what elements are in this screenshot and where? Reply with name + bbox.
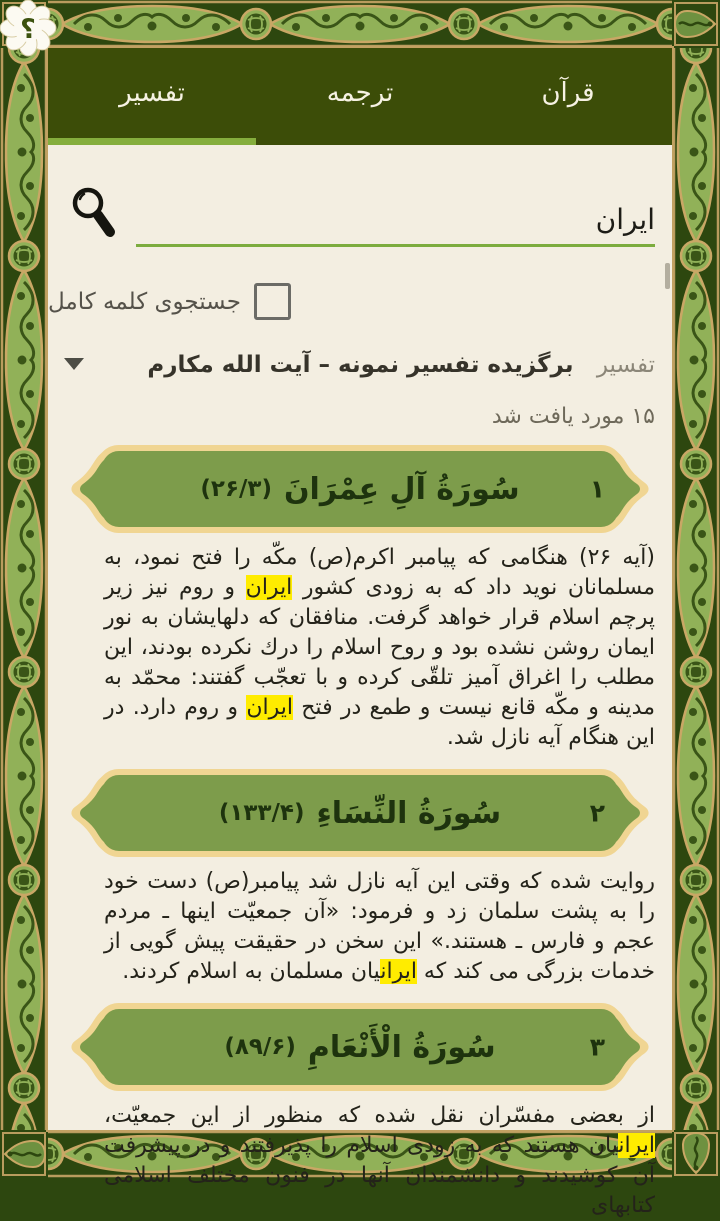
scrollbar-thumb[interactable] — [665, 263, 670, 289]
surah-title — [71, 443, 649, 535]
surah-title — [71, 1001, 649, 1093]
active-tab-indicator — [48, 138, 256, 145]
whole-word-label: جستجوی کلمه کامل — [48, 288, 241, 315]
tab-bar — [48, 48, 672, 145]
whole-word-checkbox[interactable] — [254, 283, 291, 320]
tab-quran[interactable]: قرآن — [541, 77, 595, 108]
surah-name: سُورَةُ النِّسَاءِ — [316, 795, 502, 831]
frame-ornament-right — [672, 48, 720, 1130]
frame-ornament-left — [0, 48, 48, 1130]
result-number: ۳ — [589, 1032, 605, 1062]
search-input[interactable]: ایران — [136, 178, 655, 247]
search-hit-highlight: ایران — [246, 695, 293, 720]
surah-ref: (۲۶/۳) — [200, 476, 272, 502]
results-count: ۱۵ مورد یافت شد — [491, 404, 655, 429]
results-list — [48, 443, 672, 1221]
surah-banner[interactable] — [71, 1001, 649, 1093]
frame-corner-top-right — [672, 0, 720, 48]
result-number: ۲ — [589, 798, 605, 828]
search-hit-highlight: ایران — [618, 1133, 655, 1158]
surah-ref: (۱۳۳/۴) — [218, 800, 305, 826]
surah-name: سُورَةُ الْأَنْعَامِ — [307, 1029, 496, 1065]
text-segment: و روم دارد. در این هنگام آیه نازل شد. — [104, 695, 655, 750]
tab-tarjomeh[interactable]: ترجمه — [326, 77, 394, 108]
search-icon[interactable] — [68, 185, 120, 241]
search-hit-highlight: ایران — [245, 575, 293, 600]
result-item — [48, 443, 672, 753]
help-question-icon: ؟ — [20, 14, 36, 45]
result-text — [48, 1101, 672, 1221]
content-panel — [48, 48, 672, 1218]
text-segment: روایت شده که وقتی این آیه نازل شد پیامبر(ص) دست خود را به پشت سلمان زد و فرمود: «آن جمعیّت اینها ـ مردم عجم و فارس ـ هستند.» این سخن در حقیقت پیش گویی از خدمات بزرگی می کند که — [104, 869, 655, 984]
text-segment: یان مسلمان به اسلام کردند. — [122, 959, 381, 984]
text-segment: و روم نیز زیر پرچم اسلام قرار خواهد گرفت. منافقان که دلهایشان به نور ایمان روشن نشده بود و روح اسلام را درك نکرده بودند، این مطلب را اغراق آمیز تلقّی کرده و با تعجّب گفتند: محمّد به مدینه و مکّه قانع نیست و طمع در فتح — [104, 575, 655, 720]
result-number: ۱ — [589, 474, 605, 504]
surah-banner[interactable] — [71, 443, 649, 535]
text-segment: (آیه ۲۶) هنگامی که پیامبر اکرم(ص) مکّه را فتح نمود، به مسلمانان نوید داد که به زودی کشور — [104, 545, 656, 600]
surah-title — [71, 767, 649, 859]
dropdown-arrow-icon[interactable] — [64, 358, 84, 370]
surah-ref: (۸۹/۶) — [224, 1034, 296, 1060]
text-segment: از بعضی مفسّران نقل شده که منظور از این جمعیّت، — [104, 1103, 655, 1128]
frame-corner-bottom-left — [0, 1130, 48, 1178]
tab-tafsir[interactable]: تفسیر — [119, 77, 185, 108]
tafsir-selector-dropdown[interactable] — [48, 348, 672, 382]
search-hit-highlight: ایران — [380, 959, 417, 984]
result-item — [48, 767, 672, 987]
text-segment: یان هستند که به زودی اسلام را پذیرفتند و در پیشرفت آن کوشیدند و دانشمندان آنها در فنون مختلف اسلامی کتابهای — [104, 1133, 655, 1218]
result-text — [48, 543, 672, 753]
search-row — [48, 185, 672, 247]
selector-prefix-label: تفسیر — [596, 352, 655, 378]
surah-banner[interactable] — [71, 767, 649, 859]
frame-ornament-top — [48, 0, 672, 48]
result-text — [48, 867, 672, 987]
whole-word-row — [48, 283, 291, 320]
result-item — [48, 1001, 672, 1221]
search-results-scroll-area[interactable] — [48, 185, 672, 1218]
frame-corner-bottom-right — [672, 1130, 720, 1178]
help-button[interactable] — [0, 0, 56, 56]
selector-selected-value: برگزیده تفسیر نمونه – آیت الله مکارم — [147, 352, 574, 378]
surah-name: سُورَةُ آلِ عِمْرَانَ — [283, 471, 520, 507]
